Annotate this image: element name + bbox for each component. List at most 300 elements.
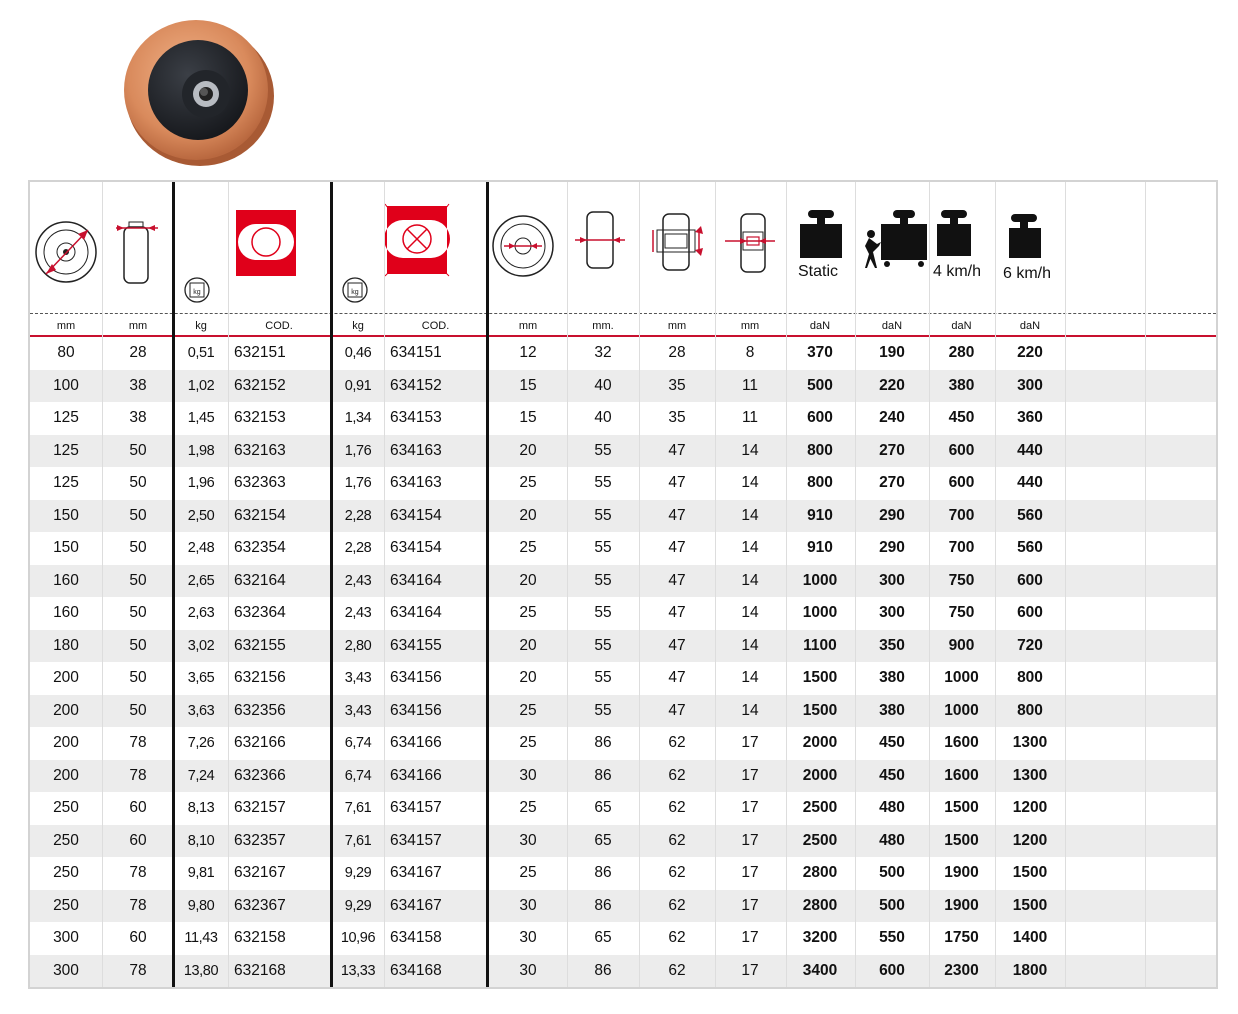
- table-cell: 2,65: [187, 572, 215, 589]
- table-cell: 17: [741, 766, 759, 784]
- table-cell: 2,63: [187, 605, 215, 621]
- column-divider: [639, 182, 640, 987]
- table-cell: 632153: [234, 409, 286, 426]
- unit-label: mm: [518, 320, 538, 332]
- table-cell: 1500: [802, 669, 838, 686]
- table-cell: 480: [879, 831, 905, 849]
- unit-label: mm: [667, 320, 687, 332]
- table-cell: 1500: [802, 701, 838, 719]
- load-4kmh-icon: [929, 182, 994, 312]
- table-cell: 632151: [234, 344, 286, 361]
- table-cell: 40: [594, 409, 612, 426]
- icon-header-row: [30, 182, 1216, 312]
- column-divider: [715, 182, 716, 987]
- table-cell: 3,02: [187, 637, 215, 654]
- static-load-icon: [786, 182, 854, 312]
- table-cell: 30: [519, 831, 537, 849]
- table-cell: 560: [1017, 539, 1043, 556]
- kg-badge-label: kg: [351, 289, 359, 296]
- table-cell: 15: [519, 409, 537, 426]
- table-cell: 1,96: [187, 475, 215, 491]
- table-cell: 9,29: [344, 897, 372, 914]
- table-cell: 20: [519, 506, 537, 524]
- table-cell: 20: [519, 636, 537, 654]
- unit-label: daN: [809, 320, 831, 332]
- weight-icon: [175, 182, 230, 312]
- wheel-product-image: [118, 10, 278, 170]
- table-cell: 600: [807, 409, 833, 426]
- table-cell: 200: [53, 701, 79, 719]
- table-cell: 0,51: [187, 345, 215, 361]
- table-cell: 47: [668, 636, 686, 654]
- table-cell: 280: [948, 344, 975, 361]
- table-cell: 28: [668, 344, 686, 361]
- column-divider: [228, 182, 229, 987]
- table-row: [30, 435, 1216, 468]
- tread-replacement-icon: [383, 182, 487, 312]
- table-cell: 55: [594, 474, 612, 491]
- table-cell: 634164: [390, 571, 442, 589]
- table-cell: 3400: [802, 961, 838, 979]
- table-row: [30, 402, 1216, 435]
- table-cell: 3200: [802, 929, 838, 946]
- column-divider: [1065, 182, 1066, 987]
- table-cell: 1300: [1012, 734, 1048, 751]
- column-divider: [929, 182, 930, 987]
- table-cell: 1300: [1012, 766, 1048, 784]
- table-cell: 30: [519, 896, 537, 914]
- table-row: [30, 825, 1216, 858]
- unit-label: COD.: [265, 320, 293, 332]
- table-cell: 50: [129, 701, 147, 719]
- table-cell: 14: [741, 474, 759, 491]
- table-cell: 600: [948, 474, 975, 491]
- table-cell: 550: [879, 929, 905, 946]
- table-cell: 250: [53, 799, 79, 816]
- table-cell: 634153: [390, 409, 442, 426]
- table-cell: 32: [594, 344, 612, 361]
- table-cell: 800: [807, 441, 833, 459]
- table-cell: 634157: [390, 799, 442, 816]
- table-cell: 700: [948, 506, 975, 524]
- wheel-diameter-icon: [30, 182, 102, 312]
- table-cell: 14: [741, 441, 759, 459]
- column-divider: [384, 182, 385, 987]
- table-cell: 62: [668, 831, 686, 849]
- table-cell: 8,10: [187, 832, 215, 849]
- table-cell: 17: [741, 961, 759, 979]
- table-cell: 380: [879, 669, 905, 686]
- table-cell: 2,43: [344, 572, 372, 589]
- table-cell: 1900: [944, 896, 979, 914]
- weight-icon: [333, 182, 383, 312]
- table-cell: 47: [668, 539, 686, 556]
- kg-badge-label: kg: [193, 289, 201, 296]
- table-cell: 634152: [390, 376, 442, 394]
- table-cell: 1750: [944, 929, 979, 946]
- table-cell: 800: [1017, 701, 1043, 719]
- table-cell: 2,43: [344, 605, 372, 621]
- table-cell: 25: [519, 539, 537, 556]
- table-cell: 125: [53, 474, 79, 491]
- table-cell: 500: [879, 864, 905, 881]
- table-cell: 632154: [234, 506, 286, 524]
- table-cell: 55: [594, 669, 612, 686]
- table-row: [30, 467, 1216, 500]
- table-cell: 38: [129, 409, 147, 426]
- table-cell: 50: [129, 539, 147, 556]
- table-cell: 300: [879, 604, 905, 621]
- table-cell: 300: [53, 961, 79, 979]
- table-cell: 440: [1017, 441, 1043, 459]
- table-cell: 78: [129, 864, 147, 881]
- table-cell: 47: [668, 701, 686, 719]
- table-cell: 290: [879, 506, 905, 524]
- static-load-label: Static: [797, 263, 839, 280]
- wheel-width-icon: [102, 182, 174, 312]
- table-cell: 25: [519, 604, 537, 621]
- table-cell: 60: [129, 831, 147, 849]
- table-cell: 270: [879, 474, 905, 491]
- table-cell: 50: [129, 474, 147, 491]
- table-cell: 55: [594, 506, 612, 524]
- table-cell: 1400: [1012, 929, 1048, 946]
- table-row: [30, 565, 1216, 598]
- table-cell: 150: [53, 539, 79, 556]
- table-cell: 634154: [390, 506, 442, 524]
- table-cell: 14: [741, 506, 759, 524]
- table-cell: 600: [879, 961, 905, 979]
- load-6kmh-icon: [995, 182, 1065, 312]
- table-cell: 50: [129, 636, 147, 654]
- table-cell: 10,96: [340, 930, 376, 946]
- table-cell: 632155: [234, 636, 286, 654]
- table-cell: 25: [519, 701, 537, 719]
- table-cell: 270: [879, 441, 905, 459]
- table-row: [30, 857, 1216, 890]
- table-cell: 62: [668, 799, 686, 816]
- table-cell: 55: [594, 571, 612, 589]
- table-cell: 65: [594, 831, 612, 849]
- table-cell: 8,13: [187, 800, 215, 816]
- table-cell: 47: [668, 669, 686, 686]
- table-cell: 634163: [390, 474, 442, 491]
- table-cell: 47: [668, 474, 686, 491]
- table-cell: 125: [53, 409, 79, 426]
- table-cell: 60: [129, 799, 147, 816]
- table-cell: 7,26: [187, 735, 215, 751]
- table-cell: 47: [668, 506, 686, 524]
- table-cell: 17: [741, 734, 759, 751]
- table-cell: 55: [594, 636, 612, 654]
- table-cell: 6,74: [344, 735, 372, 751]
- table-cell: 30: [519, 766, 537, 784]
- table-cell: 2800: [802, 896, 838, 914]
- table-cell: 240: [879, 409, 905, 426]
- table-row: [30, 337, 1216, 370]
- table-cell: 300: [879, 571, 905, 589]
- table-cell: 720: [1017, 636, 1043, 654]
- column-divider: [102, 182, 103, 987]
- table-cell: 50: [129, 441, 147, 459]
- table-cell: 8: [745, 344, 755, 361]
- table-cell: 1,45: [187, 410, 215, 426]
- table-cell: 632157: [234, 799, 286, 816]
- table-cell: 1,02: [187, 377, 215, 394]
- table-cell: 86: [594, 961, 612, 979]
- table-cell: 3,63: [187, 702, 215, 719]
- table-cell: 632354: [234, 539, 286, 556]
- table-cell: 1200: [1012, 799, 1048, 816]
- table-cell: 632356: [234, 701, 286, 719]
- specification-table: [28, 180, 1218, 989]
- table-row: [30, 890, 1216, 923]
- table-row: [30, 955, 1216, 988]
- table-cell: 632164: [234, 571, 286, 589]
- table-cell: 632366: [234, 766, 286, 784]
- table-row: [30, 695, 1216, 728]
- table-cell: 14: [741, 636, 759, 654]
- table-cell: 65: [594, 929, 612, 946]
- table-cell: 632156: [234, 669, 286, 686]
- table-cell: 28: [129, 344, 147, 361]
- table-cell: 62: [668, 766, 686, 784]
- table-cell: 632363: [234, 474, 286, 491]
- table-cell: 2800: [802, 864, 838, 881]
- table-cell: 1000: [802, 571, 838, 589]
- table-cell: 47: [668, 441, 686, 459]
- table-cell: 1,34: [344, 410, 372, 426]
- table-cell: 47: [668, 604, 686, 621]
- table-row: [30, 532, 1216, 565]
- table-cell: 450: [879, 734, 905, 751]
- table-cell: 910: [807, 506, 833, 524]
- table-cell: 35: [668, 409, 686, 426]
- table-cell: 14: [741, 571, 759, 589]
- table-cell: 1600: [944, 766, 979, 784]
- table-row: [30, 922, 1216, 955]
- table-cell: 1,76: [344, 475, 372, 491]
- table-row: [30, 370, 1216, 403]
- table-cell: 1500: [944, 831, 979, 849]
- hub-diameter-icon: [490, 182, 566, 312]
- table-cell: 55: [594, 539, 612, 556]
- table-cell: 634156: [390, 669, 442, 686]
- table-cell: 65: [594, 799, 612, 816]
- table-cell: 480: [879, 799, 905, 816]
- table-cell: 1200: [1012, 831, 1048, 849]
- table-cell: 1500: [1012, 864, 1048, 881]
- table-cell: 900: [948, 636, 975, 654]
- table-cell: 632367: [234, 896, 286, 914]
- table-cell: 634166: [390, 766, 442, 784]
- table-cell: 9,80: [187, 897, 215, 914]
- table-cell: 13,80: [183, 962, 219, 979]
- table-cell: 9,29: [344, 865, 372, 881]
- table-cell: 1500: [944, 799, 979, 816]
- table-row: [30, 792, 1216, 825]
- table-cell: 78: [129, 766, 147, 784]
- table-cell: 2500: [802, 799, 838, 816]
- table-cell: 25: [519, 734, 537, 751]
- table-cell: 160: [53, 604, 79, 621]
- table-cell: 800: [807, 474, 833, 491]
- table-cell: 3,65: [187, 670, 215, 686]
- unit-label: COD.: [421, 320, 450, 332]
- table-cell: 632167: [234, 864, 286, 881]
- table-cell: 220: [879, 376, 905, 394]
- table-cell: 1100: [803, 636, 837, 654]
- table-cell: 86: [594, 734, 612, 751]
- table-cell: 60: [129, 929, 147, 946]
- unit-label: kg: [352, 320, 364, 332]
- table-cell: 7,61: [344, 800, 372, 816]
- table-cell: 632166: [234, 734, 286, 751]
- table-cell: 750: [948, 571, 975, 589]
- table-cell: 634157: [390, 831, 442, 849]
- table-cell: 500: [807, 376, 833, 394]
- table-cell: 440: [1017, 474, 1043, 491]
- table-row: [30, 630, 1216, 663]
- table-cell: 190: [879, 344, 905, 361]
- table-cell: 14: [741, 539, 759, 556]
- table-cell: 0,91: [344, 377, 372, 394]
- table-cell: 2000: [802, 734, 838, 751]
- table-cell: 17: [741, 831, 759, 849]
- table-cell: 632158: [234, 929, 286, 946]
- table-cell: 634155: [390, 636, 442, 654]
- unit-header-row: [30, 313, 1216, 336]
- table-cell: 2,28: [344, 540, 372, 556]
- table-cell: 14: [741, 701, 759, 719]
- table-cell: 50: [129, 506, 147, 524]
- table-cell: 380: [948, 376, 975, 394]
- axle-diameter-icon: [715, 182, 785, 312]
- table-cell: 600: [1017, 571, 1043, 589]
- table-cell: 12: [519, 344, 537, 361]
- table-cell: 632357: [234, 831, 286, 849]
- table-cell: 220: [1017, 344, 1043, 361]
- table-cell: 11,43: [184, 930, 218, 946]
- column-divider: [855, 182, 856, 987]
- table-cell: 20: [519, 669, 537, 686]
- table-cell: 250: [53, 896, 79, 914]
- table-cell: 14: [741, 669, 759, 686]
- section-divider: [486, 182, 489, 987]
- table-cell: 38: [129, 376, 147, 394]
- table-cell: 634167: [390, 896, 442, 914]
- table-cell: 300: [53, 929, 79, 946]
- table-cell: 250: [53, 831, 79, 849]
- table-cell: 380: [879, 701, 905, 719]
- table-cell: 450: [879, 766, 905, 784]
- table-cell: 1,98: [187, 442, 215, 459]
- table-cell: 62: [668, 734, 686, 751]
- table-cell: 1,76: [344, 442, 372, 459]
- table-cell: 500: [879, 896, 905, 914]
- table-cell: 40: [594, 376, 612, 394]
- table-cell: 17: [741, 799, 759, 816]
- table-cell: 25: [519, 474, 537, 491]
- table-cell: 3,43: [344, 670, 372, 686]
- table-cell: 125: [53, 441, 79, 459]
- table-cell: 20: [519, 441, 537, 459]
- table-cell: 250: [53, 864, 79, 881]
- table-cell: 20: [519, 571, 537, 589]
- table-cell: 910: [807, 539, 833, 556]
- table-cell: 86: [594, 766, 612, 784]
- table-cell: 1500: [1012, 896, 1048, 914]
- table-row: [30, 500, 1216, 533]
- table-cell: 47: [668, 571, 686, 589]
- table-cell: 11: [741, 376, 759, 394]
- unit-label: mm: [128, 320, 148, 332]
- table-cell: 2,48: [187, 540, 215, 556]
- table-cell: 15: [519, 376, 537, 394]
- column-divider: [786, 182, 787, 987]
- table-cell: 62: [668, 929, 686, 946]
- table-cell: 450: [948, 409, 975, 426]
- table-cell: 1000: [802, 604, 838, 621]
- table-cell: 632152: [234, 376, 286, 394]
- table-cell: 9,81: [187, 865, 215, 881]
- table-cell: 78: [129, 961, 147, 979]
- table-cell: 17: [741, 929, 759, 946]
- table-cell: 7,61: [344, 832, 372, 849]
- table-cell: 634163: [390, 441, 442, 459]
- table-cell: 1600: [944, 734, 979, 751]
- table-cell: 78: [129, 896, 147, 914]
- table-row: [30, 597, 1216, 630]
- table-cell: 86: [594, 864, 612, 881]
- table-cell: 200: [53, 734, 79, 751]
- table-row: [30, 760, 1216, 793]
- table-cell: 1000: [944, 669, 979, 686]
- table-cell: 25: [519, 799, 537, 816]
- table-cell: 30: [519, 961, 537, 979]
- table-cell: 634156: [390, 701, 442, 719]
- table-cell: 632168: [234, 961, 286, 979]
- table-cell: 180: [53, 636, 79, 654]
- table-cell: 800: [1017, 669, 1043, 686]
- table-cell: 560: [1017, 506, 1043, 524]
- unit-label: kg: [195, 320, 207, 332]
- load-6kmh-label: 6 km/h: [1002, 265, 1052, 282]
- table-cell: 634166: [390, 734, 442, 751]
- table-cell: 86: [594, 896, 612, 914]
- table-cell: 6,74: [344, 767, 372, 784]
- section-divider: [330, 182, 333, 987]
- column-divider: [1145, 182, 1146, 987]
- table-cell: 2300: [944, 961, 979, 979]
- table-cell: 35: [668, 376, 686, 394]
- table-cell: 55: [594, 701, 612, 719]
- table-cell: 55: [594, 441, 612, 459]
- table-cell: 2,80: [344, 637, 372, 654]
- table-cell: 80: [57, 344, 75, 361]
- table-cell: 600: [1017, 604, 1043, 621]
- table-cell: 2,50: [187, 507, 215, 524]
- table-cell: 50: [129, 604, 147, 621]
- table-cell: 78: [129, 734, 147, 751]
- table-cell: 50: [129, 669, 147, 686]
- load-4kmh-label: 4 km/h: [932, 263, 982, 280]
- table-cell: 1000: [944, 701, 979, 719]
- table-cell: 632163: [234, 441, 286, 459]
- table-row: [30, 727, 1216, 760]
- table-cell: 150: [53, 506, 79, 524]
- table-cell: 7,24: [187, 767, 215, 784]
